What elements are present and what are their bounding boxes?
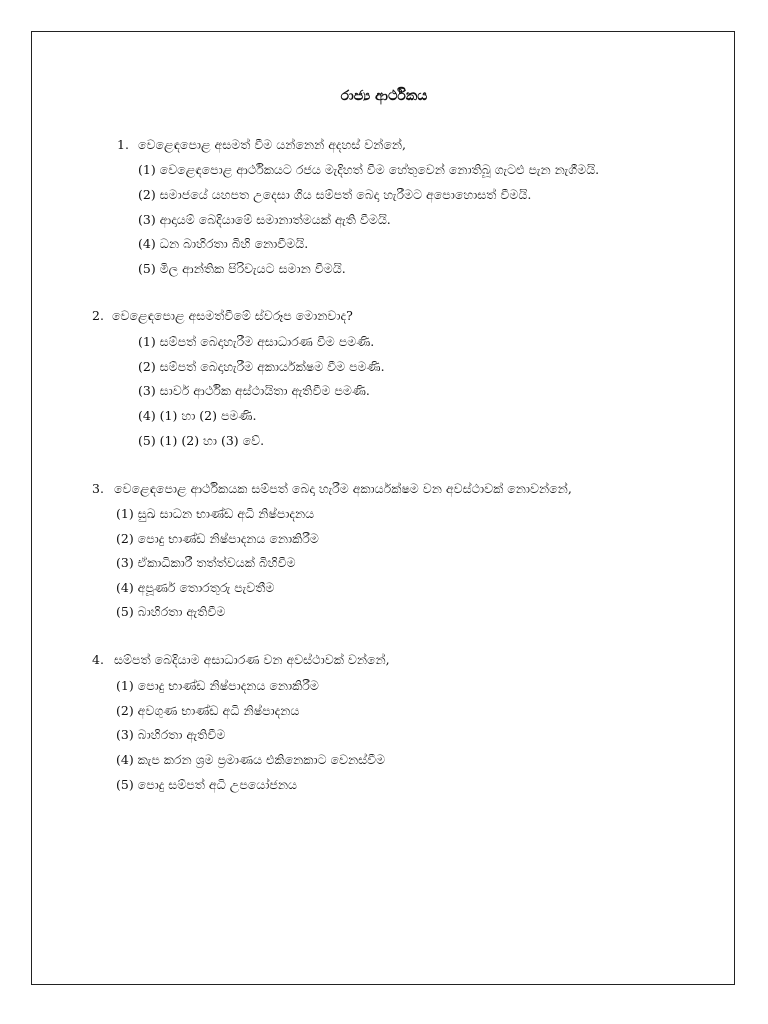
question-2 [92, 308, 353, 324]
q1-option-1: (1) වෙළෙඳපොළ ආර්ථිකයට රජය මැදිහත් වීම හේතුවෙන් නොතිබූ ගැටළු පැන නැගීමයි. [138, 162, 600, 177]
question-2-number: 2. [92, 308, 104, 323]
q3-option-1: (1) සුඛ සාධන භාණ්ඩ අධි නිෂ්පාදනය [116, 506, 315, 521]
q4-option-4: (4) කැප කරන ශ්‍රම ප්‍රමාණය එකිනෙකාට වෙනස්වීම [116, 752, 386, 767]
q4-option-5: (5) පොදු සම්පත් අධි උපයෝජනය [116, 777, 298, 792]
q1-option-4: (4) ධන බාහිරතා බිහි නොවීමයි. [138, 236, 309, 251]
question-1-number: 1. [117, 137, 129, 152]
question-3-text: වෙළෙඳපොළ ආර්ථිකයක සම්පත් බෙදා හැරීම අකාර්යක්ෂම වන අවස්ථාවක් නොවන්නේ, [114, 481, 572, 496]
q2-option-3: (3) සාර්ව ආර්ථික අස්ථායිතා ඇතිවීම පමණි. [138, 383, 370, 398]
q1-option-2: (2) සමාජයේ යහපත උදෙසා ගිය සම්පත් බෙදා හැරීමට අපොහොසත් වීමයි. [138, 187, 532, 202]
q3-option-4: (4) අපූර්ණ තොරතුරු පැවතීම [116, 580, 275, 595]
question-1-text: වෙළෙඳපොළ අසමත් වීම යන්නෙන් අදහස් වන්නේ, [138, 137, 407, 152]
q4-option-1: (1) පොදු භාණ්ඩ නිෂ්පාදනය නොකිරීම [116, 678, 319, 693]
q2-option-1: (1) සම්පත් බෙදාහැරීම අසාධාරණ වීම පමණි. [138, 334, 375, 349]
q2-option-2: (2) සම්පත් බෙදාහැරීම අකාර්යක්ෂම වීම පමණි. [138, 359, 385, 374]
question-4 [92, 652, 390, 668]
question-3-number: 3. [92, 481, 104, 496]
page-title: රාජ්‍ය ආර්ථිකය [340, 88, 428, 104]
q2-option-4: (4) (1) හා (2) පමණි. [138, 408, 257, 423]
question-1 [117, 137, 406, 153]
q4-option-2: (2) අවගුණ භාණ්ඩ අධි නිෂ්පාදනය [116, 703, 300, 718]
q1-option-3: (3) ආදායම් බෙදියාමේ සමානාත්මයක් ඇති වීමයි. [138, 212, 391, 227]
question-4-text: සම්පත් බෙදියාම අසාධාරණ වන අවස්ථාවක් වන්නේ, [114, 652, 390, 667]
q4-option-3: (3) බාහිරතා ඇතිවීම [116, 727, 226, 742]
q2-option-5: (5) (1) (2) හා (3) වේ. [138, 433, 265, 448]
q3-option-5: (5) බාහිරතා ඇතිවීම [116, 604, 226, 619]
question-2-text: වෙළෙඳපොළ අසමත්වීමේ ස්වරූප මොනවාද? [112, 308, 353, 323]
question-4-number: 4. [92, 652, 104, 667]
question-3 [92, 481, 572, 497]
q3-option-2: (2) පොදු භාණ්ඩ නිෂ්පාදනය නොකිරීම [116, 531, 319, 546]
q1-option-5: (5) මිල ආන්තික පිරිවැයට සමාන වීමයි. [138, 261, 346, 276]
q3-option-3: (3) ඒකාධිකාරී තත්ත්වයක් බිහිවීම [116, 555, 296, 570]
